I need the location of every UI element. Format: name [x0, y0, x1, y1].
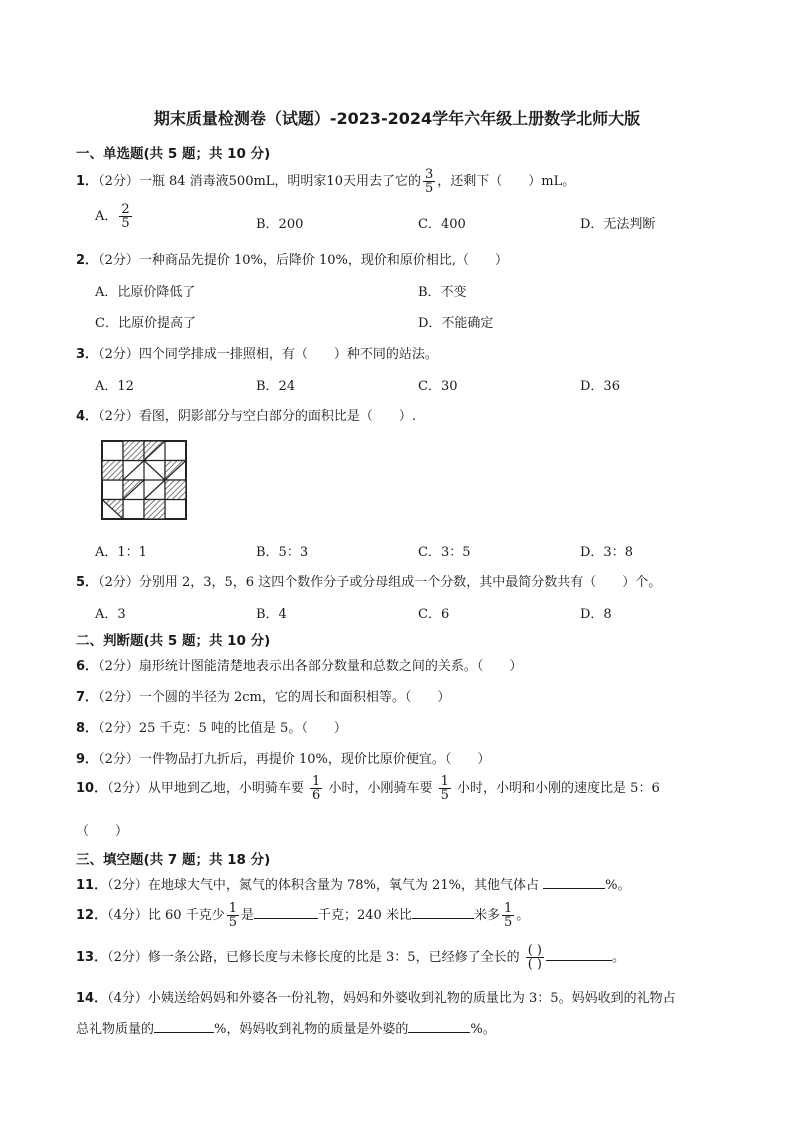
option-c[interactable]: C．400: [418, 217, 466, 232]
option-b[interactable]: B．200: [256, 217, 304, 232]
question-text: 25 千克：5 吨的比值是 5。（ ）: [138, 721, 347, 736]
question-9: 9．（2分）一件物品打九折后，再提价 10%，现价比原价便宜。（ ）: [76, 752, 491, 767]
fraction: $\frac{2}{5}$: [121, 202, 130, 231]
question-text: 看图，阴影部分与空白部分的面积比是（ ）.: [138, 409, 416, 424]
question-score: （2分）: [98, 174, 139, 189]
option-d[interactable]: D．8: [580, 607, 612, 622]
fraction: $\frac{1}{5}$: [503, 901, 513, 930]
question-14: 14．（4分）小姨送给妈妈和外婆各一份礼物，妈妈和外婆收到礼物的质量比为 3：5。妈妈收到的礼物占: [76, 991, 676, 1006]
option-c[interactable]: C．6: [418, 607, 450, 622]
question-text: ，还剩下（ ）mL。: [437, 174, 576, 189]
question-8: 8．（2分）25 千克：5 吨的比值是 5。（ ）: [76, 721, 347, 736]
page-title: 期末质量检测卷（试题）-2023-2024学年六年级上册数学北师大版: [153, 109, 641, 128]
option-d[interactable]: D．无法判断: [580, 217, 656, 232]
answer-blank[interactable]: [412, 906, 474, 919]
option-d[interactable]: D．不能确定: [418, 316, 494, 331]
question-text: 扇形统计图能清楚地表示出各部分数量和总数之间的关系。（ ）: [138, 659, 523, 674]
answer-blank[interactable]: [546, 948, 612, 961]
option-c[interactable]: C．比原价提高了: [95, 316, 196, 331]
fraction: $\frac{1}{6}$: [312, 774, 321, 803]
question-10-answer-parens[interactable]: （ ）: [76, 824, 129, 839]
answer-blank[interactable]: [408, 1020, 470, 1033]
option-a[interactable]: A．比原价降低了: [95, 285, 196, 300]
answer-blank[interactable]: [543, 876, 605, 889]
fraction: $\frac{1}{5}$: [440, 774, 449, 803]
question-text: 分别用 2，3，5，6 这四个数作分子或分母组成一个分数，其中最简分数共有（ ）个。: [138, 575, 662, 590]
fraction: $\frac{1}{5}$: [228, 901, 237, 930]
answer-blank[interactable]: [154, 1020, 214, 1033]
question-text: 一件物品打九折后，再提价 10%，现价比原价便宜。（ ）: [138, 752, 491, 767]
option-a[interactable]: A．1：1: [95, 545, 147, 560]
question-number: 1: [76, 174, 86, 189]
section-heading-fill-blank: 三、填空题(共 7 题；共 18 分): [76, 852, 271, 868]
question-11: 11．（2分）在地球大气中，氮气的体积含量为 78%，氧气为 21%，其他气体占 %。: [76, 878, 631, 893]
option-d[interactable]: D．3：8: [580, 545, 633, 560]
answer-blank[interactable]: [254, 906, 318, 919]
question-10: 10．（2分）从甲地到乙地，小明骑车要 $\frac{1}{6}$ 小时，小刚骑车要 $\frac{1}{5}$ 小时，小明和小刚的速度比是 5：6: [76, 774, 660, 803]
question-5: 5．（2分）分别用 2，3，5，6 这四个数作分子或分母组成一个分数，其中最简分数共有（ ）个。: [76, 575, 662, 590]
question-4: 4．（2分）看图，阴影部分与空白部分的面积比是（ ）.: [76, 409, 416, 424]
question-3: 3．（2分）四个同学排成一排照相，有（ ）种不同的站法。: [76, 347, 438, 362]
question-6: 6．（2分）扇形统计图能清楚地表示出各部分数量和总数之间的关系。（ ）: [76, 659, 523, 674]
question-7: 7．（2分）一个圆的半径为 2cm，它的周长和面积相等。（ ）: [76, 690, 451, 705]
fraction: $\frac{3}{5}$: [424, 167, 434, 196]
question-14-line-2: 总礼物质量的 %，妈妈收到礼物的质量是外婆的 %。: [76, 1022, 496, 1037]
fraction-blank[interactable]: $\frac{( )}{( )}$: [527, 943, 542, 972]
question-text: 一个圆的半径为 2cm，它的周长和面积相等。（ ）: [138, 690, 451, 705]
question-13: 13．（2分）修一条公路，已修长度与未修长度的比是 3：5，已经修了全长的 $\frac{( )}{( )}$ 。: [76, 943, 626, 972]
question-12: 12．（4分）比 60 千克少 $\frac{1}{5}$ 是 千克；240 米比 米多 $\frac{1}{5}$ 。: [76, 901, 530, 930]
option-d[interactable]: D．36: [580, 379, 620, 394]
option-b[interactable]: B．4: [256, 607, 287, 622]
option-b[interactable]: B．5：3: [256, 545, 309, 560]
section-heading-true-false: 二、判断题(共 5 题；共 10 分): [76, 633, 271, 649]
option-b[interactable]: B．不变: [418, 285, 467, 300]
option-c[interactable]: C．30: [418, 379, 458, 394]
option-a[interactable]: A．3: [95, 607, 126, 622]
question-text: 一种商品先提价 10%，后降价 10%，现价和原价相比,（ ）: [138, 253, 509, 268]
shaded-grid-figure: [101, 440, 187, 520]
option-b[interactable]: B．24: [256, 379, 296, 394]
option-a[interactable]: A． $\frac{2}{5}$: [95, 202, 130, 231]
question-text: 一瓶 84 消毒液500mL，明明家10天用去了它的: [138, 174, 421, 189]
question-text: 四个同学排成一排照相，有（ ）种不同的站法。: [138, 347, 438, 362]
section-heading-single-choice: 一、单选题(共 5 题；共 10 分): [76, 146, 271, 162]
question-1: 1．（2分）一瓶 84 消毒液500mL，明明家10天用去了它的 $\frac{3}{5}$ ，还剩下（ ）mL。: [76, 167, 576, 196]
option-a[interactable]: A．12: [95, 379, 134, 394]
option-c[interactable]: C．3：5: [418, 545, 471, 560]
question-2: 2．（2分）一种商品先提价 10%，后降价 10%，现价和原价相比,（ ）: [76, 253, 509, 268]
